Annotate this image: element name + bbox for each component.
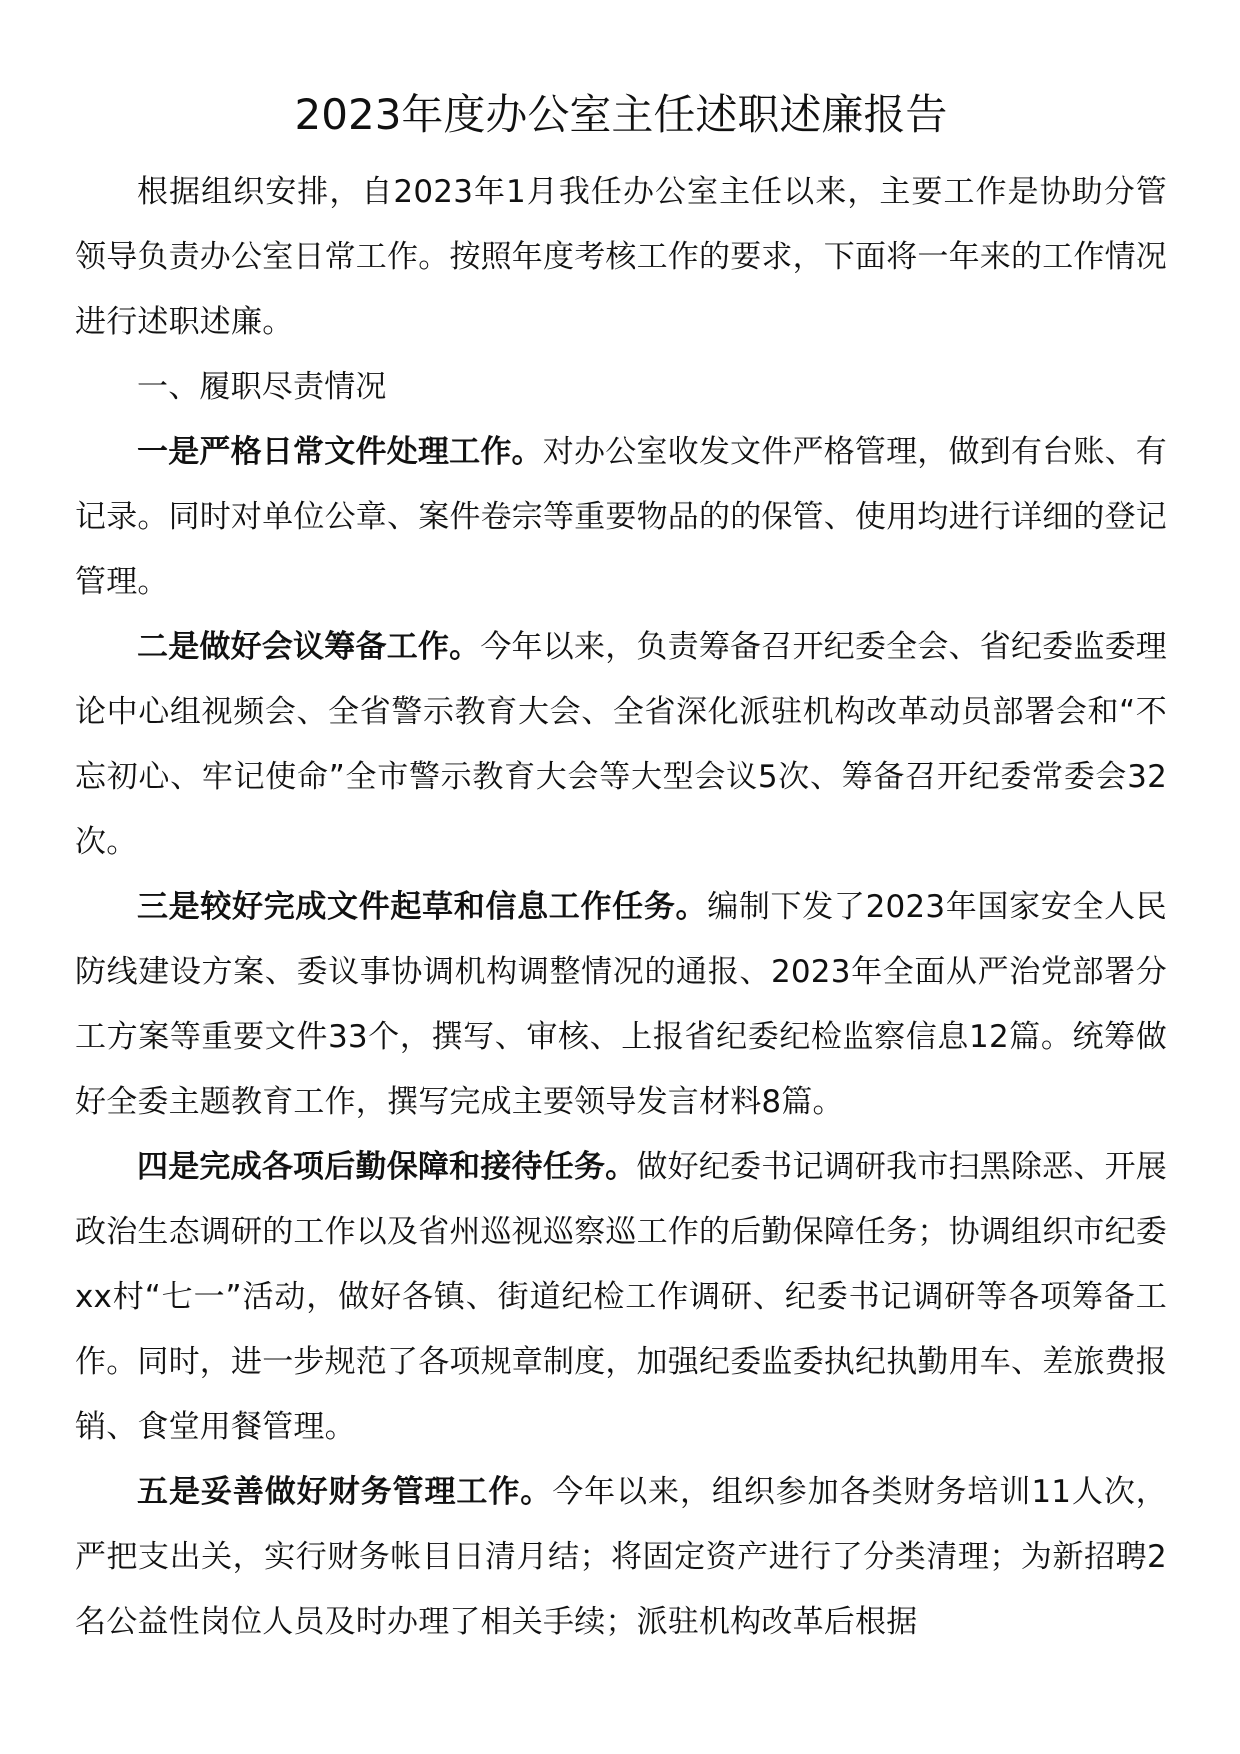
item-lead-5: 五是妥善做好财务管理工作。	[137, 1474, 553, 1510]
section-heading: 一、履职尽责情况	[137, 369, 387, 405]
document-title: 2023年度办公室主任述职述廉报告	[294, 90, 948, 139]
item-lead-1: 一是严格日常文件处理工作。	[137, 434, 543, 470]
item-text-4: 做好纪委书记调研我市扫黑除恶、开展政治生态调研的工作以及省州巡视巡察巡工作的后勤保障任务；协调组织市纪委xx村“七一”活动，做好各镇、街道纪检工作调研、纪委书记调研等各项筹备工作。同时，进一步规范了各项规章制度，加强纪委监委执纪执勤用车、差旅费报销、食堂用餐管理。	[75, 1149, 1167, 1445]
item-paragraph-4	[75, 1135, 1167, 1460]
item-lead-3: 三是较好完成文件起草和信息工作任务。	[137, 889, 708, 925]
item-lead-4: 四是完成各项后勤保障和接待任务。	[137, 1149, 637, 1185]
item-paragraph-5	[75, 1460, 1167, 1655]
item-paragraph-1	[75, 420, 1167, 615]
item-text-5: 今年以来，组织参加各类财务培训11人次，严把支出关，实行财务帐目日清月结；将固定资产进行了分类清理；为新招聘2名公益性岗位人员及时办理了相关手续；派驻机构改革后根据	[75, 1474, 1167, 1640]
item-text-1: 对办公室收发文件严格管理，做到有台账、有记录。同时对单位公章、案件卷宗等重要物品的的保管、使用均进行详细的登记管理。	[75, 434, 1167, 600]
item-text-2: 今年以来，负责筹备召开纪委全会、省纪委监委理论中心组视频会、全省警示教育大会、全省深化派驻机构改革动员部署会和“不忘初心、牢记使命”全市警示教育大会等大型会议5次、筹备召开纪委常委会32次。	[75, 629, 1167, 860]
item-text-3: 编制下发了2023年国家安全人民防线建设方案、委议事协调机构调整情况的通报、2023年全面从严治党部署分工方案等重要文件33个，撰写、审核、上报省纪委纪检监察信息12篇。统筹做好全委主题教育工作，撰写完成主要领导发言材料8篇。	[75, 889, 1167, 1120]
item-lead-2: 二是做好会议筹备工作。	[137, 629, 481, 665]
intro-paragraph: 根据组织安排，自2023年1月我任办公室主任以来，主要工作是协助分管领导负责办公室日常工作。按照年度考核工作的要求，下面将一年来的工作情况进行述职述廉。	[75, 174, 1167, 340]
item-paragraph-2	[75, 615, 1167, 875]
item-paragraph-3	[75, 875, 1167, 1135]
document-page	[75, 82, 1167, 1655]
